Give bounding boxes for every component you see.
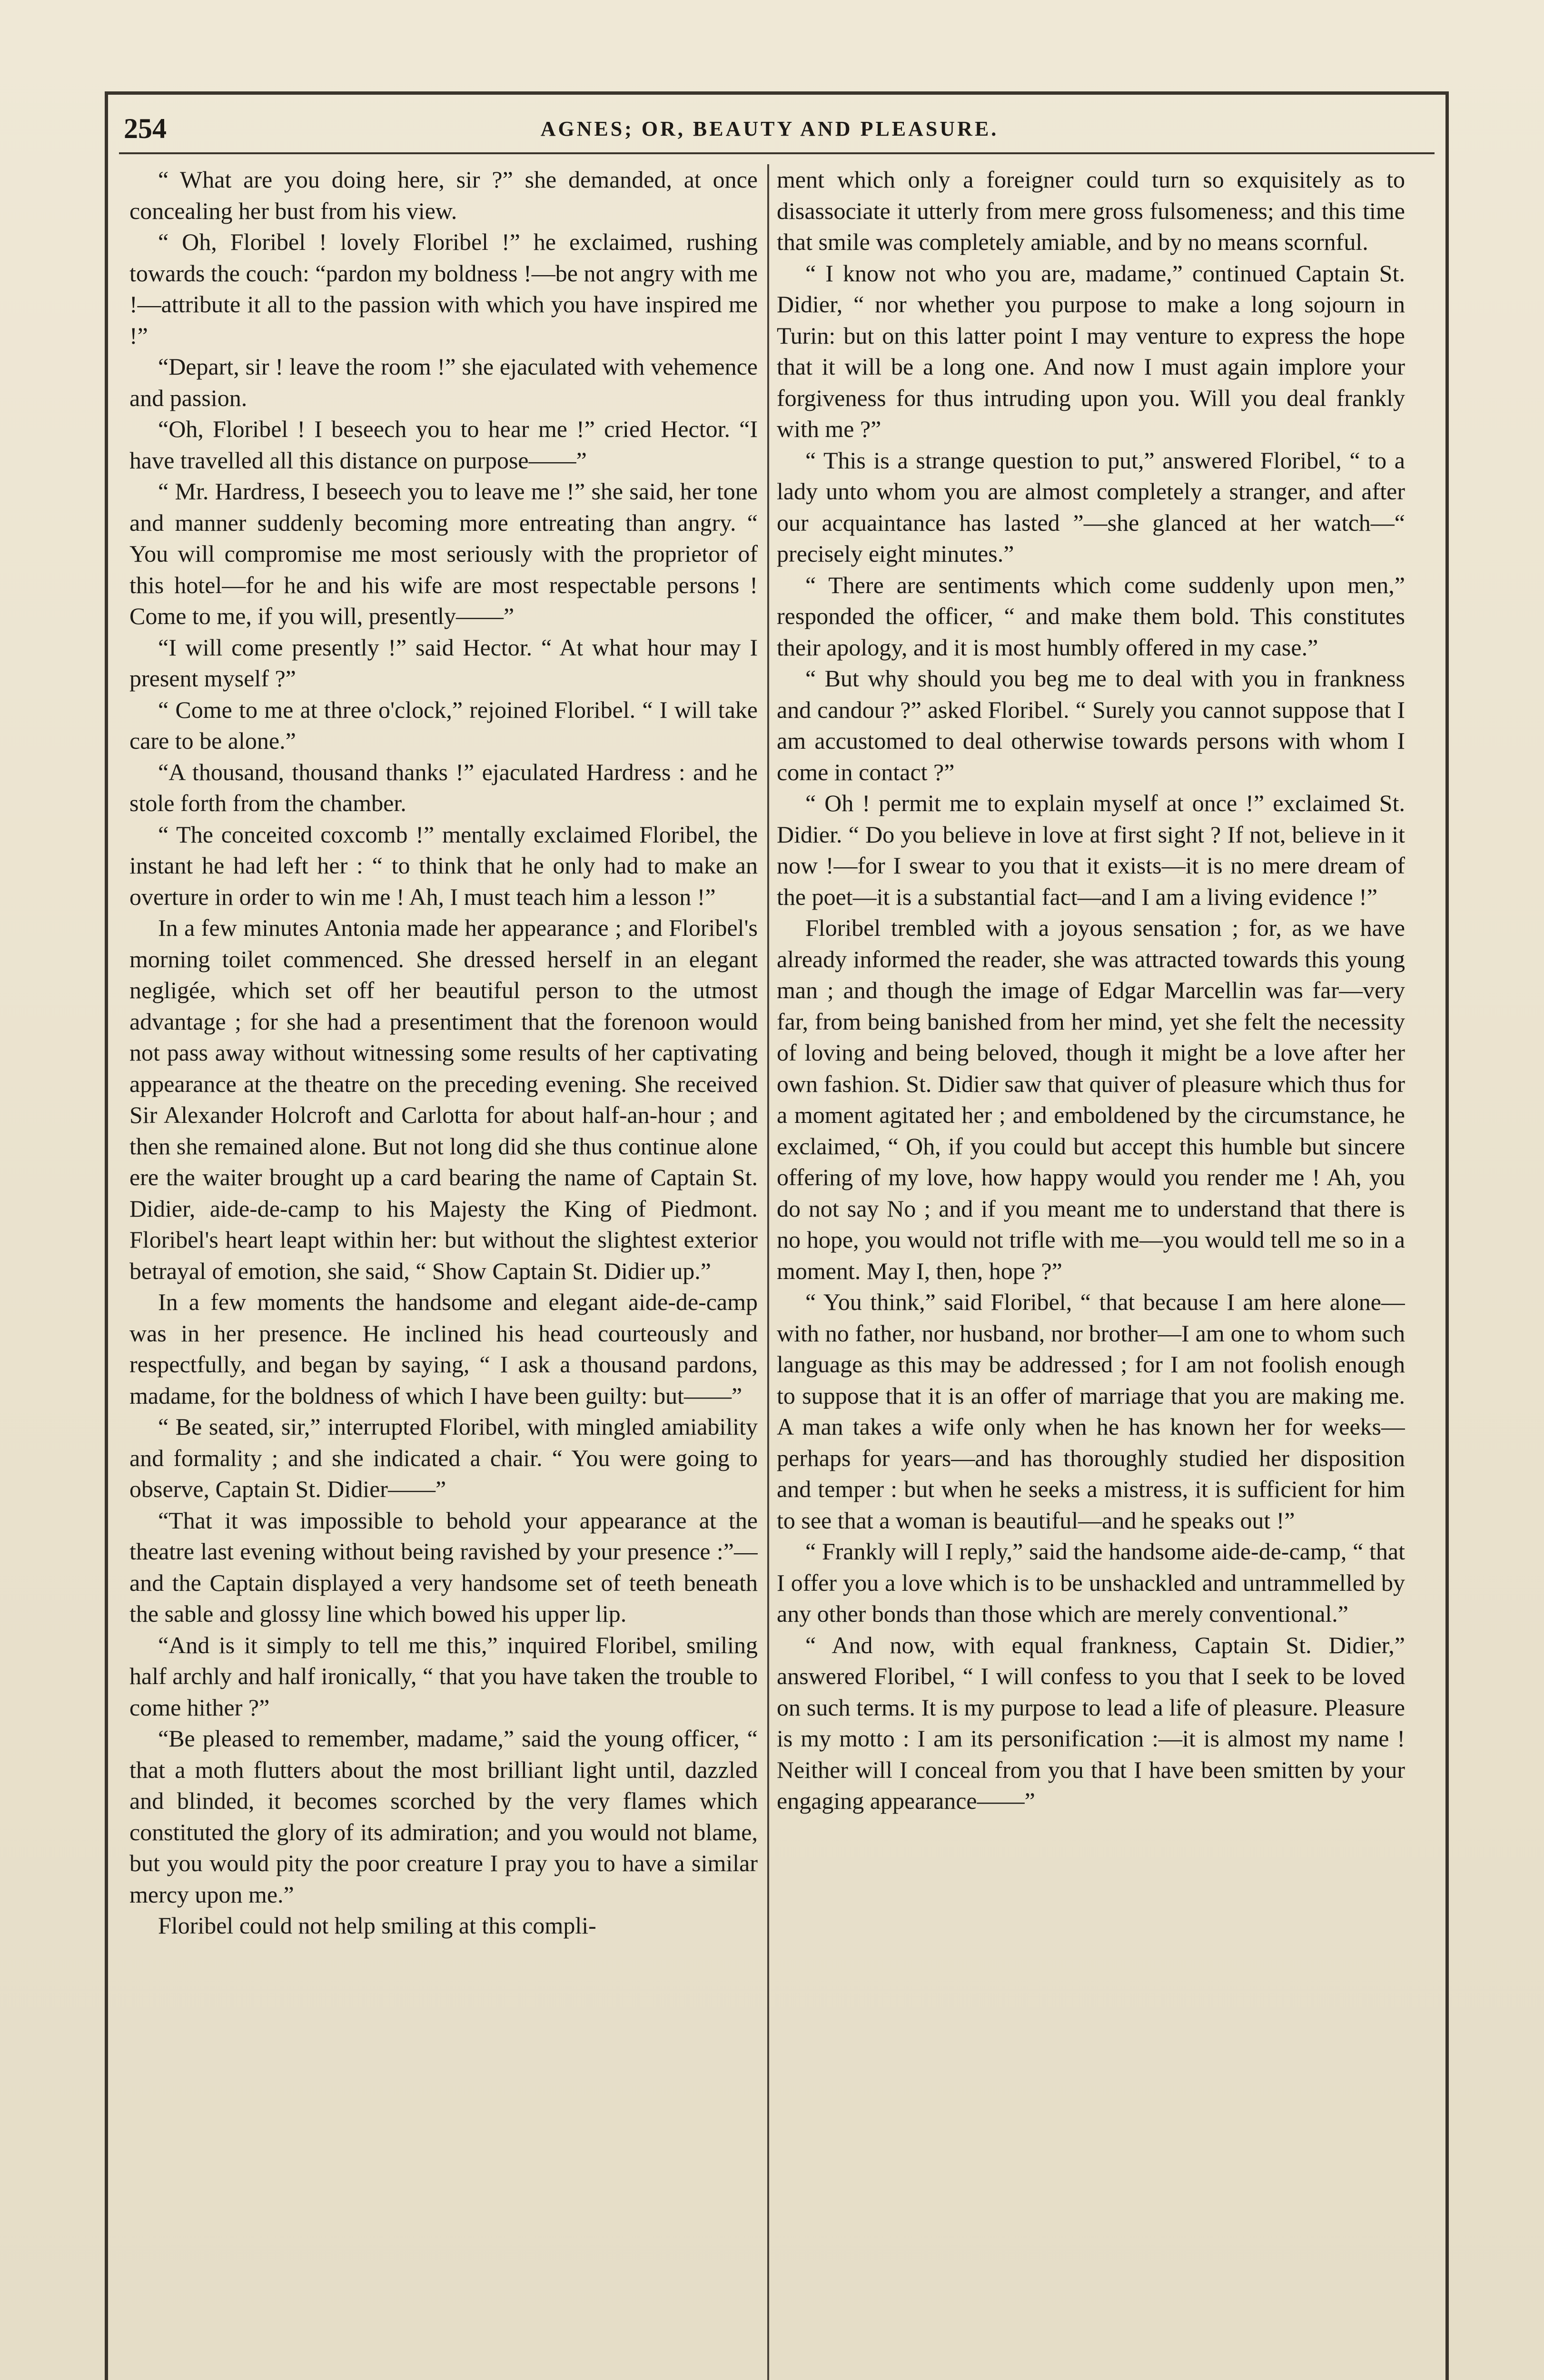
paragraph: Floribel could not help smiling at this compli- (158, 1912, 596, 1939)
paragraph: “That it was impossible to behold your appearance at the theatre last evening without being ravished by your presence :”—and the Captain displayed a very handsome set of teeth beneath the sable and glossy line which bowed his upper lip. (129, 1507, 758, 1627)
frame-top-rule (105, 91, 1449, 95)
paragraph: “A thousand, thousand thanks !” ejaculated Hardress : and he stole forth from the chamber. (129, 758, 758, 816)
paragraph: “ Oh ! permit me to explain myself at once !” exclaimed St. Didier. “ Do you believe in love at first sight ? If not, believe in it now !—for I swear to you that it exists—it is no mere dream of the poet—it is a substantial fact—and I am a living evidence !” (777, 790, 1405, 910)
page-header (124, 109, 1430, 148)
paragraph: “Oh, Floribel ! I beseech you to hear me !” cried Hector. “I have travelled all this distance on purpose——” (129, 416, 758, 474)
paragraph: In a few moments the handsome and elegant aide-de-camp was in her presence. He inclined his head courteously and respectfully, and began by saying, “ I ask a thousand pardons, madame, for the boldness of which I have been guilty: but——” (129, 1289, 758, 1409)
paragraph: “ Mr. Hardress, I beseech you to leave me !” she said, her tone and manner suddenly becoming more entreating than angry. “ You will compromise me most seriously with the proprietor of this hotel—for he and his wife are most respectable persons ! Come to me, if you will, presently——” (129, 478, 758, 629)
paragraph: “ There are sentiments which come suddenly upon men,” responded the officer, “ and make them bold. This constitutes their apology, and it is most humbly offered in my case.” (777, 571, 1405, 661)
left-column (129, 164, 758, 2380)
column-divider (767, 164, 769, 2380)
paragraph: “ The conceited coxcomb !” mentally exclaimed Floribel, the instant he had left her : “ to think that he only had to make an overture in order to win me ! Ah, I must teach him a lesson !” (129, 821, 758, 910)
paragraph: “ Come to me at three o'clock,” rejoined Floribel. “ I will take care to be alone.” (129, 696, 758, 754)
paragraph: “ And now, with equal frankness, Captain St. Didier,” answered Floribel, “ I will confess to you that I seek to be loved on such terms. It is my purpose to lead a life of pleasure. Pleasure is my motto : I am its personification :—it is almost my name ! Neither will I conceal from you that I have been smitten by your engaging appearance——” (777, 1631, 1405, 1814)
paragraph: “ What are you doing here, sir ?” she demanded, at once concealing her bust from his view. (129, 166, 758, 224)
right-column (777, 164, 1405, 2380)
frame-right-rule (1445, 91, 1449, 2380)
paragraph: “ Be seated, sir,” interrupted Floribel, with mingled amiability and formality ; and she indicated a chair. “ You were going to observe, Captain St. Didier——” (129, 1413, 758, 1502)
paragraph: In a few minutes Antonia made her appearance ; and Floribel's morning toilet commenced. She dressed herself in an elegant negligée, which set off her beautiful person to the utmost advantage ; for she had a presentiment that the forenoon would not pass away without witnessing some results of her captivating appearance at the theatre on the preceding evening. She received Sir Alexander Holcroft and Carlotta for about half-an-hour ; and then she remained alone. But not long did she thus continue alone ere the waiter brought up a card bearing the name of Captain St. Didier, aide-de-camp to his Majesty the King of Piedmont. Floribel's heart leapt within her: but without the slightest exterior betrayal of emotion, she said, “ Show Captain St. Didier up.” (129, 914, 758, 1284)
paragraph: “And is it simply to tell me this,” inquired Floribel, smiling half archly and half ironically, “ that you have taken the trouble to come hither ?” (129, 1631, 758, 1721)
paragraph: “ Frankly will I reply,” said the handsome aide-de-camp, “ that I offer you a love which is to be unshackled and untrammelled by any other bonds than those which are merely conventional.” (777, 1538, 1405, 1627)
page-number: 254 (124, 112, 167, 144)
paragraph: “Be pleased to remember, madame,” said the young officer, “ that a moth flutters about the most brilliant light until, dazzled and blinded, it becomes scorched by the very flames which constituted the glory of its admiration; and you would not blame, but you would pity the poor creature I pray you to have a similar mercy upon me.” (129, 1725, 758, 1908)
paragraph: “I will come presently !” said Hector. “ At what hour may I present myself ?” (129, 634, 758, 692)
paragraph: “ You think,” said Floribel, “ that because I am here alone—with no father, nor husband, nor brother—I am one to whom such language as this may be addressed ; for I am not foolish enough to suppose that it is an offer of marriage that you are making me. A man takes a wife only when he has known her for weeks—perhaps for years—and has thoroughly studied her disposition and temper : but when he seeks a mistress, it is sufficient for him to see that a woman is beautiful—and he speaks out !” (777, 1289, 1405, 1534)
frame-left-rule (105, 91, 108, 2380)
paragraph: “ But why should you beg me to deal with you in frankness and candour ?” asked Floribel. “ Surely you cannot suppose that I am accustomed to deal otherwise towards persons with whom I come in contact ?” (777, 665, 1405, 785)
header-rule (119, 152, 1435, 154)
paragraph: “ This is a strange question to put,” answered Floribel, “ to a lady unto whom you are almost completely a stranger, and after our acquaintance has lasted ”—she glanced at her watch—“ precisely eight minutes.” (777, 446, 1405, 567)
running-title: AGNES; OR, BEAUTY AND PLEASURE. (540, 117, 999, 140)
paragraph: ment which only a foreigner could turn so exquisitely as to disassociate it utterly from mere gross fulsomeness; and this time that smile was completely amiable, and by no means scornful. (777, 166, 1405, 255)
paragraph: Floribel trembled with a joyous sensation ; for, as we have already informed the reader, she was attracted towards this young man ; and though the image of Edgar Marcellin was far—very far, from being banished from her mind, yet she felt the necessity of loving and being beloved, though it might be a love after her own fashion. St. Didier saw that quiver of pleasure which thus for a moment agitated her ; and emboldened by the circumstance, he exclaimed, “ Oh, if you could but accept this humble but sincere offering of my love, how happy would you render me ! Ah, you do not say No ; and if you meant me to understand that there is no hope, you would not trifle with me—you would tell me so in a moment. May I, then, hope ?” (777, 914, 1405, 1284)
paragraph: “ Oh, Floribel ! lovely Floribel !” he exclaimed, rushing towards the couch: “pardon my boldness !—be not angry with me !—attribute it all to the passion with which you have inspired me !” (129, 228, 758, 349)
paragraph: “Depart, sir ! leave the room !” she ejaculated with vehemence and passion. (129, 353, 758, 411)
paragraph: “ I know not who you are, madame,” continued Captain St. Didier, “ nor whether you purpose to make a long sojourn in Turin: but on this latter point I may venture to express the hope that it will be a long one. And now I must again implore your forgiveness for thus intruding upon you. Will you deal frankly with me ?” (777, 259, 1405, 442)
